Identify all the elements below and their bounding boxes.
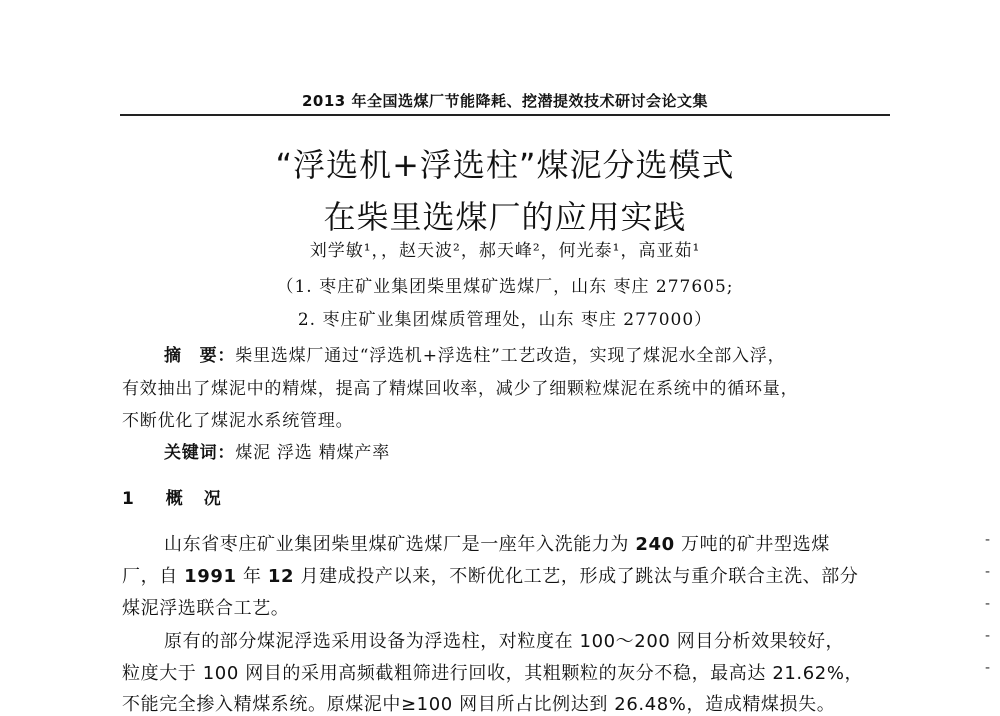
- p1-text-c: 厂，自: [122, 566, 178, 587]
- paragraph-1-line-3: 煤泥浮选联合工艺。: [122, 598, 290, 619]
- p1-month: 12: [267, 566, 295, 587]
- keywords-line: [164, 438, 934, 463]
- p1-text-b: 万吨的矿井型选煤: [681, 534, 830, 555]
- paragraph-2-line-3: 不能完全掺入精煤系统。原煤泥中≥100 网目所占比例达到 26.48%，造成精煤损失。: [122, 694, 836, 715]
- paragraph-2-line-2: 粒度大于 100 网目的采用高频截粗筛进行回收，其粗颗粒的灰分不稳，最高达 21.62%，: [122, 663, 864, 684]
- author-list: 刘学敏¹，，赵天波²，郝天峰²，何光泰¹，高亚茹¹: [309, 241, 701, 261]
- section-number: 1: [122, 489, 136, 509]
- abstract-text-1: 柴里选煤厂通过“浮选机+浮选柱”工艺改造，实现了煤泥水全部入浮，: [235, 346, 786, 366]
- p1-text-e: 月建成投产以来，不断优化工艺，形成了跳汰与重介联合主洗、部分: [300, 566, 859, 587]
- section-heading: [122, 484, 223, 509]
- abstract-line-2: 有效抽出了煤泥中的精煤，提高了精煤回收率，减少了细颗粒煤泥在系统中的循环量，: [122, 379, 799, 399]
- margin-mark: -: [984, 628, 990, 644]
- margin-mark: -: [984, 564, 990, 580]
- affiliation-line-2: 2. 枣庄矿业集团煤质管理处，山东 枣庄 277000）: [297, 310, 713, 330]
- abstract-line-3: 不断优化了煤泥水系统管理。: [122, 411, 354, 431]
- paragraph-2-line-1: 原有的部分煤泥浮选采用设备为浮选柱，对粒度在 100～200 网目分析效果较好，: [164, 631, 845, 652]
- p1-text-a: 山东省枣庄矿业集团柴里煤矿选煤厂是一座年入洗能力为: [164, 534, 629, 555]
- paragraph-1-line-2: [122, 562, 892, 588]
- paper-title-line-2: 在柴里选煤厂的应用实践: [323, 198, 687, 236]
- margin-mark: -: [984, 596, 990, 612]
- section-title: 概 况: [165, 489, 223, 509]
- abstract-label: 摘 要：: [164, 346, 236, 366]
- keywords-text: 煤泥 浮选 精煤产率: [235, 443, 391, 463]
- p1-text-d: 年: [242, 566, 262, 587]
- margin-mark: -: [984, 660, 990, 676]
- p1-capacity-number: 240: [635, 534, 675, 555]
- affiliation-line-1: （1. 枣庄矿业集团柴里煤矿选煤厂，山东 枣庄 277605;: [276, 277, 734, 297]
- paper-title-line-1: “浮选机+浮选柱”煤泥分选模式: [275, 146, 735, 184]
- paragraph-1-line-1: [164, 530, 934, 556]
- keywords-label: 关键词：: [164, 443, 236, 463]
- margin-mark: -: [984, 532, 990, 548]
- abstract-line-1: [164, 341, 894, 366]
- p1-year: 1991: [184, 566, 237, 587]
- running-header: 2013 年全国选煤厂节能降耗、挖潜提效技术研讨会论文集: [302, 92, 708, 110]
- header-rule: [120, 114, 890, 116]
